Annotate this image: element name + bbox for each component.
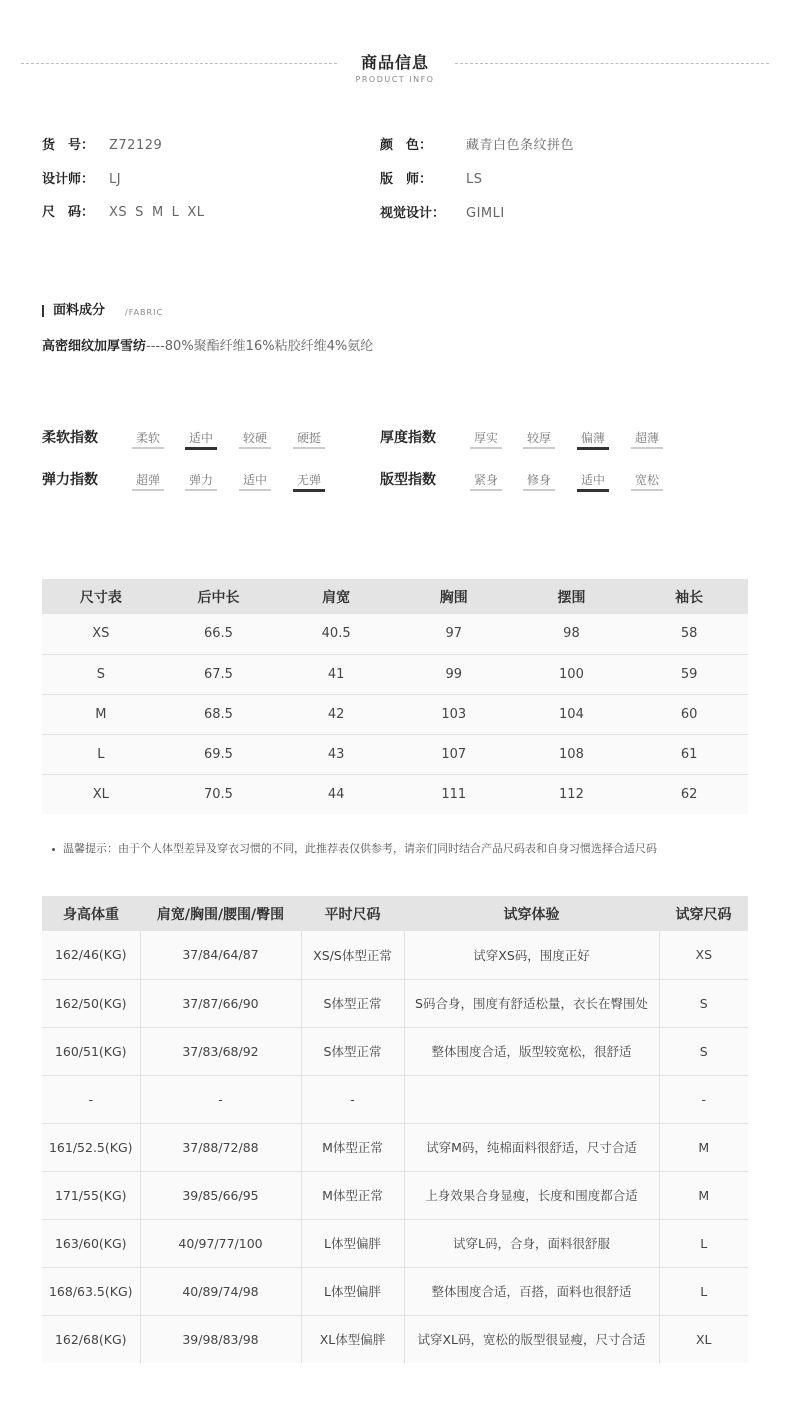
table-cell: XL (42, 774, 160, 814)
try-on-table (42, 896, 748, 1363)
table-header-cell: 袖长 (630, 579, 748, 614)
fabric-description (42, 338, 373, 356)
index-option-selected: 偏薄 (577, 429, 609, 446)
index-label: 弹力指数 (42, 472, 98, 488)
table-cell: 161/52.5(KG) (42, 1123, 140, 1171)
softness-index (42, 427, 342, 453)
table-cell: 37/87/66/90 (140, 979, 301, 1027)
table-cell: XS (42, 614, 160, 654)
table-cell: 37/83/68/92 (140, 1027, 301, 1075)
info-designer (42, 170, 362, 190)
table-header-cell: 尺寸表 (42, 579, 160, 614)
page-title: 商品信息 (360, 53, 429, 72)
fabric-name: 高密细纹加厚雪纺 (42, 339, 147, 354)
table-cell: - (140, 1075, 301, 1123)
table-cell: 37/88/72/88 (140, 1123, 301, 1171)
table-cell: L (42, 734, 160, 774)
table-cell: 111 (395, 774, 513, 814)
color-label: 颜 色： (380, 138, 433, 153)
table-cell: 162/68(KG) (42, 1315, 140, 1363)
fabric-title: 面料成分 (53, 303, 106, 318)
table-row (42, 931, 748, 979)
table-cell: 98 (513, 614, 631, 654)
info-size (42, 203, 362, 223)
tip-text: 温馨提示：由于个人体型差异及穿衣习惯的不同，此推荐表仅供参考，请亲们同时结合产品尺码表和自身习惯选择合适尺码 (63, 842, 657, 855)
table-cell: 40.5 (277, 614, 395, 654)
table-cell: 171/55(KG) (42, 1171, 140, 1219)
table-header-cell: 试穿尺码 (659, 896, 748, 931)
index-option: 较硬 (239, 429, 271, 446)
table-header-cell: 肩宽 (277, 579, 395, 614)
table-cell: - (42, 1075, 140, 1123)
table-cell: 上身效果合身显瘦，长度和围度都合适 (404, 1171, 659, 1219)
table-row (42, 774, 748, 814)
table-cell (404, 1075, 659, 1123)
table-cell: 67.5 (160, 654, 278, 694)
index-option: 紧身 (470, 471, 502, 488)
table-cell: 97 (395, 614, 513, 654)
table-cell: M体型正常 (301, 1171, 404, 1219)
size-values (109, 203, 213, 223)
table-cell: 39/98/83/98 (140, 1315, 301, 1363)
table-row (42, 1267, 748, 1315)
index-option-selected: 无弹 (293, 471, 325, 488)
table-header-row (42, 579, 748, 614)
table-cell: 试穿XL码，宽松的版型很显瘦，尺寸合适 (404, 1315, 659, 1363)
table-header-cell: 身高体重 (42, 896, 140, 931)
table-header-row (42, 896, 748, 931)
table-cell: 试穿XS码，围度正好 (404, 931, 659, 979)
table-cell: - (301, 1075, 404, 1123)
size-chart-table (42, 579, 748, 814)
index-option-selected: 适中 (185, 429, 217, 446)
pattern-maker-value: LS (466, 172, 483, 187)
index-label: 厚度指数 (380, 430, 436, 446)
table-row (42, 1075, 748, 1123)
fabric-heading-bar (42, 305, 44, 317)
table-cell: 39/85/66/95 (140, 1171, 301, 1219)
index-label: 版型指数 (380, 472, 436, 488)
elasticity-index (42, 469, 342, 495)
table-cell: 68.5 (160, 694, 278, 734)
table-cell: 43 (277, 734, 395, 774)
table-cell: 整体围度合适，百搭，面料也很舒适 (404, 1267, 659, 1315)
table-cell: 70.5 (160, 774, 278, 814)
index-label: 柔软指数 (42, 430, 98, 446)
table-cell: S体型正常 (301, 1027, 404, 1075)
index-option: 较厚 (523, 429, 555, 446)
size-tip (52, 840, 657, 856)
table-row (42, 1315, 748, 1363)
index-option: 弹力 (185, 471, 217, 488)
section-header (0, 48, 790, 88)
table-cell: 66.5 (160, 614, 278, 654)
index-option: 适中 (239, 471, 271, 488)
table-header-cell: 肩宽/胸围/腰围/臀围 (140, 896, 301, 931)
size-option: XL (187, 205, 205, 220)
table-cell: XS/S体型正常 (301, 931, 404, 979)
table-row (42, 734, 748, 774)
table-cell: 160/51(KG) (42, 1027, 140, 1075)
table-cell: L (659, 1267, 748, 1315)
table-cell: 108 (513, 734, 631, 774)
table-cell: 61 (630, 734, 748, 774)
item-no-label: 货 号： (42, 138, 95, 153)
info-item-no (42, 136, 362, 156)
index-option-selected: 适中 (577, 471, 609, 488)
bullet-icon (52, 848, 55, 851)
visual-design-value: GIMLI (466, 206, 505, 221)
table-cell: 42 (277, 694, 395, 734)
table-cell: 163/60(KG) (42, 1219, 140, 1267)
index-option: 宽松 (631, 471, 663, 488)
info-visual-design (380, 204, 740, 224)
table-cell: 162/50(KG) (42, 979, 140, 1027)
color-value: 藏青白色条纹拼色 (466, 138, 575, 153)
size-option: M (151, 205, 164, 220)
table-cell: S (659, 1027, 748, 1075)
table-cell: 41 (277, 654, 395, 694)
table-cell: 40/89/74/98 (140, 1267, 301, 1315)
index-option: 超薄 (631, 429, 663, 446)
table-row (42, 694, 748, 734)
fit-index (380, 469, 680, 495)
table-cell: 107 (395, 734, 513, 774)
fabric-composition: ----80%聚酯纤维16%粘胶纤维4%氨纶 (146, 339, 374, 354)
table-cell: 试穿M码，纯棉面料很舒适，尺寸合适 (404, 1123, 659, 1171)
table-row (42, 979, 748, 1027)
table-header-cell: 平时尺码 (301, 896, 404, 931)
index-option: 厚实 (470, 429, 502, 446)
designer-value: LJ (109, 172, 122, 187)
size-option: S (135, 205, 144, 220)
table-cell: 103 (395, 694, 513, 734)
table-cell: 99 (395, 654, 513, 694)
table-cell: 58 (630, 614, 748, 654)
table-cell: 162/46(KG) (42, 931, 140, 979)
table-row (42, 1123, 748, 1171)
visual-design-label: 视觉设计： (380, 206, 446, 221)
page-subtitle: PRODUCT INFO (355, 75, 435, 84)
table-header-cell: 摆围 (513, 579, 631, 614)
table-cell: - (659, 1075, 748, 1123)
item-no-value: Z72129 (109, 138, 163, 153)
table-row (42, 1219, 748, 1267)
table-cell: 62 (630, 774, 748, 814)
index-option: 超弹 (132, 471, 164, 488)
table-header-cell: 后中长 (160, 579, 278, 614)
table-cell: 试穿L码，合身，面料很舒服 (404, 1219, 659, 1267)
table-cell: M (659, 1171, 748, 1219)
table-cell: S (42, 654, 160, 694)
table-cell: L体型偏胖 (301, 1219, 404, 1267)
table-cell: 104 (513, 694, 631, 734)
size-option: XS (109, 205, 128, 220)
table-row (42, 654, 748, 694)
info-color (380, 136, 740, 156)
table-cell: 112 (513, 774, 631, 814)
index-option: 硬挺 (293, 429, 325, 446)
table-row (42, 1027, 748, 1075)
size-label: 尺 码： (42, 205, 95, 220)
table-cell: 168/63.5(KG) (42, 1267, 140, 1315)
table-cell: 37/84/64/87 (140, 931, 301, 979)
table-cell: 40/97/77/100 (140, 1219, 301, 1267)
table-cell: S码合身，围度有舒适松量，衣长在臀围处 (404, 979, 659, 1027)
table-cell: XL (659, 1315, 748, 1363)
fabric-subtitle: /FABRIC (125, 308, 164, 317)
table-cell: 69.5 (160, 734, 278, 774)
table-cell: M (659, 1123, 748, 1171)
info-pattern-maker (380, 170, 740, 190)
index-option: 柔软 (132, 429, 164, 446)
index-option: 修身 (523, 471, 555, 488)
table-cell: 100 (513, 654, 631, 694)
table-cell: S体型正常 (301, 979, 404, 1027)
table-cell: 整体围度合适，版型较宽松，很舒适 (404, 1027, 659, 1075)
table-header-cell: 胸围 (395, 579, 513, 614)
table-cell: 59 (630, 654, 748, 694)
thickness-index (380, 427, 680, 453)
designer-label: 设计师： (42, 172, 95, 187)
table-cell: XS (659, 931, 748, 979)
table-header-cell: 试穿体验 (404, 896, 659, 931)
table-cell: S (659, 979, 748, 1027)
size-option: L (171, 205, 180, 220)
table-cell: XL体型偏胖 (301, 1315, 404, 1363)
table-cell: M体型正常 (301, 1123, 404, 1171)
table-cell: 44 (277, 774, 395, 814)
table-cell: L (659, 1219, 748, 1267)
table-cell: 60 (630, 694, 748, 734)
table-row (42, 614, 748, 654)
table-cell: L体型偏胖 (301, 1267, 404, 1315)
pattern-maker-label: 版 师： (380, 172, 433, 187)
table-row (42, 1171, 748, 1219)
table-cell: M (42, 694, 160, 734)
